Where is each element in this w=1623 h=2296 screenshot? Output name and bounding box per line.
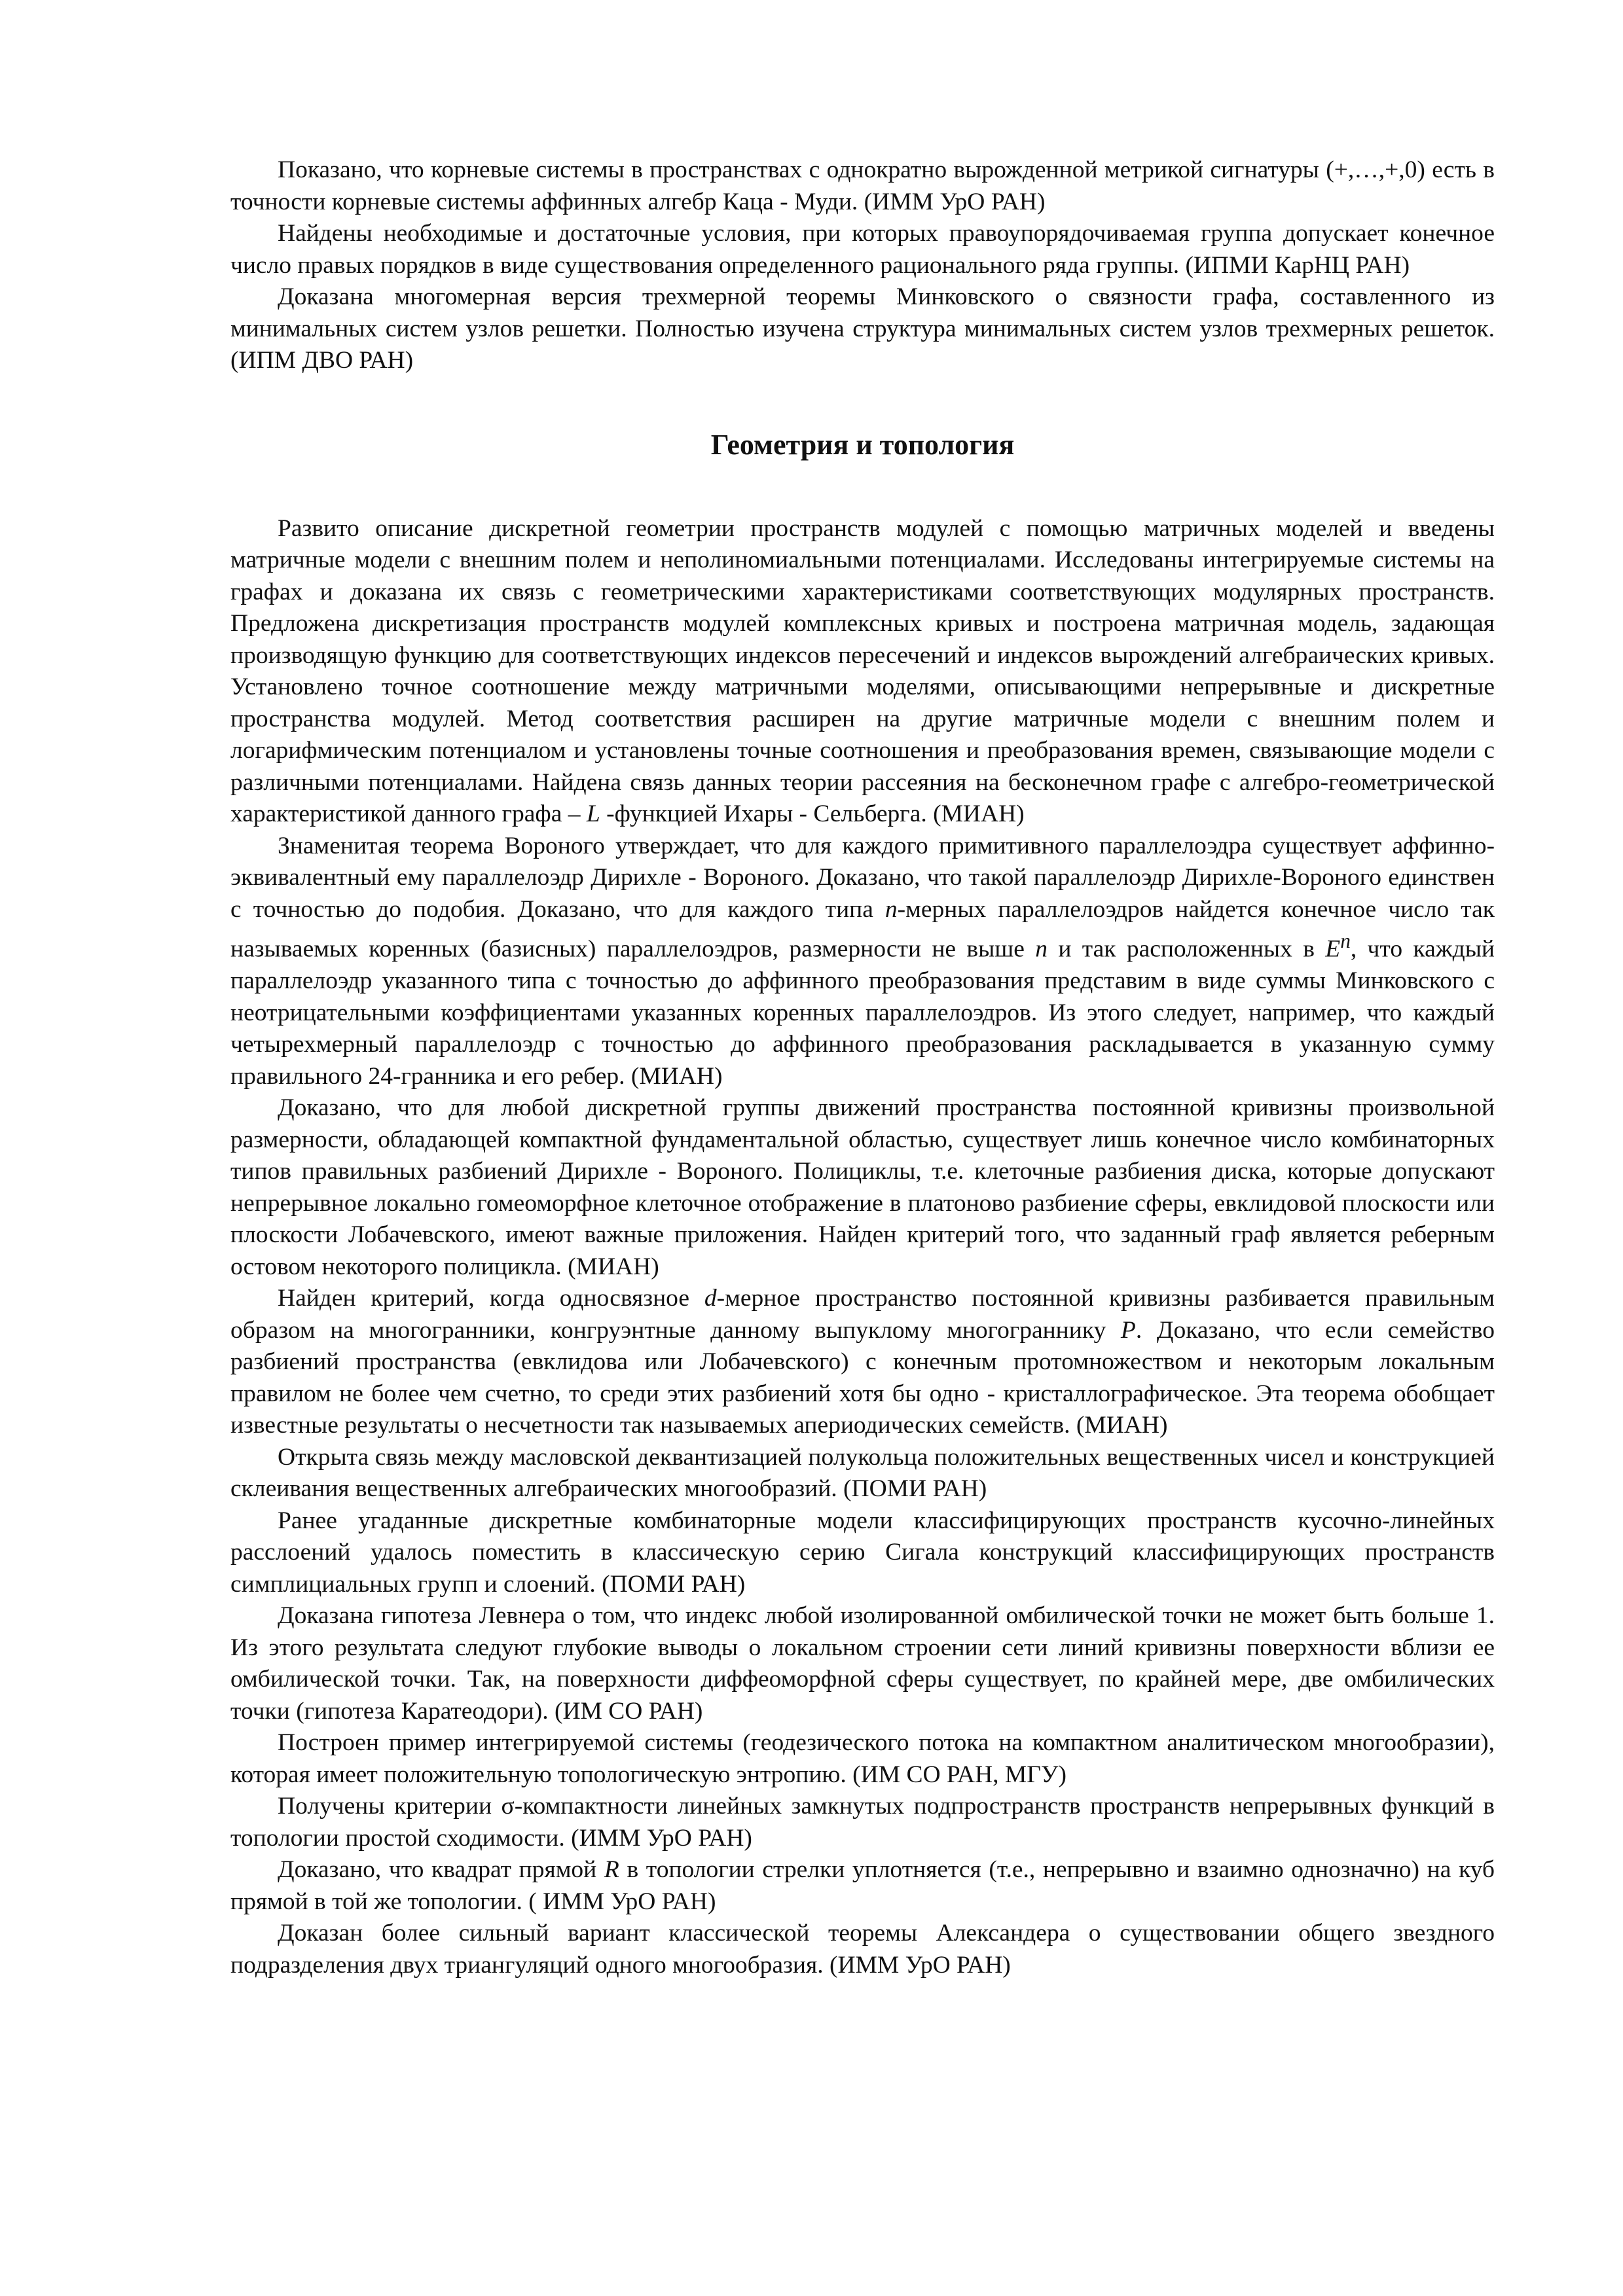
intro-paragraph-3: Доказана многомерная версия трехмерной теоремы Минковского о связности графа, составленного из минимальных систем узлов решетки. Полностью изучена структура минимальных систем узлов трехмерных решеток. (ИПМ ДВО РАН) [230, 283, 1495, 374]
paragraph-voronoi [230, 831, 1495, 1093]
text-run: , что каждый параллелоэдр указанного типа с точностью до аффинного преобразования представим в виде суммы Минковского с неотрицательными коэффициентами указанных коренных параллелоэдров. Из этого следует, например, что каждый четырехмерный параллелоэдр с точностью до аффинного преобразования раскладывается в указанную сумму правильного 24-гранника и его ребер. (МИАН) [230, 935, 1495, 1090]
paragraph-tilings [230, 1283, 1495, 1442]
text-run: -функцией Ихары - Сельберга. (МИАН) [606, 800, 1025, 827]
text-run: в топологии стрелки уплотняется (т.е., непрерывно и взаимно однозначно) на куб прямой в той же топологии. ( ИММ УрО РАН) [230, 1856, 1495, 1915]
math-var-L: L [586, 800, 600, 827]
paragraph-loewner: Доказана гипотеза Левнера о том, что индекс любой изолированной омбилической точки не может быть больше 1. Из этого результата следуют глубокие выводы о локальном строении сети линий кривизны поверхности вблизи ее омбилической точки. Так, на поверхности диффеоморфной сферы существует, по крайней мере, две омбилических точки (гипотеза Каратеодори). (ИМ СО РАН) [230, 1602, 1495, 1725]
paragraph-arrow-topology [230, 1854, 1495, 1918]
paragraph-geodesic-flow: Построен пример интегрируемой системы (геодезического потока на компактном аналитическом многообразии), которая имеет положительную топологическую энтропию. (ИМ СО РАН, МГУ) [230, 1729, 1495, 1788]
paragraph-maslov: Открыта связь между масловской деквантизацией полукольца положительных вещественных чисел и конструкцией склеивания вещественных алгебраических многообразий. (ПОМИ РАН) [230, 1443, 1495, 1502]
math-var-d: d [704, 1285, 717, 1312]
math-var-E: E [1325, 935, 1341, 963]
text-run: Знаменитая теорема Вороного утверждает, что для каждого примитивного параллелоэдра существует аффинно-эквивалентный ему параллелоэдр Дирихле - Вороного. Доказано, что такой параллелоэдр Дирихле-Вороного единствен с точностью до подобия. Доказано, что для каждого типа [230, 832, 1495, 923]
intro-paragraph-1: Показано, что корневые системы в пространствах с однократно вырожденной метрикой сигнатуры (+,…,+,0) есть в точности корневые системы аффинных алгебр Каца - Муди. (ИММ УрО РАН) [230, 156, 1495, 215]
text-run: Доказано, что квадрат прямой [278, 1856, 597, 1883]
text-run: и так расположенных в [1058, 935, 1315, 963]
text-run: . Доказано, что если семейство разбиений пространства (евклидова или Лобачевского) с конечным протомножеством и некоторым локальным правилом не более чем счетно, то среди этих разбиений хотя бы одно - кристаллографическое. Эта теорема обобщает известные результаты о несчетности так называемых апериодических семейств. (МИАН) [230, 1316, 1495, 1439]
math-var-P: P [1120, 1316, 1136, 1344]
paragraph-matrix-models [230, 513, 1495, 831]
document-page [230, 154, 1495, 1981]
intro-paragraph-2: Найдены необходимые и достаточные условия, при которых правоупорядочиваемая группа допускает конечное число правых порядков в виде существования определенного рационального ряда группы. (ИПМИ КарНЦ РАН) [230, 220, 1495, 279]
paragraph-sigma-compact: Получены критерии σ-компактности линейных замкнутых подпространств пространств непрерывных функций в топологии простой сходимости. (ИММ УрО РАН) [230, 1793, 1495, 1852]
math-sup-n: n [1340, 929, 1351, 952]
math-var-R: R [604, 1856, 619, 1883]
paragraph-alexander: Доказан более сильный вариант классической теоремы Александера о существовании общего звездного подразделения двух триангуляций одного многообразия. (ИММ УрО РАН) [230, 1920, 1495, 1979]
text-run: -мерное пространство постоянной кривизны разбивается правильным образом на многогранники, конгруэнтные данному выпуклому многограннику [230, 1285, 1495, 1344]
math-var-n: n [1035, 935, 1048, 963]
paragraph-segal: Ранее угаданные дискретные комбинаторные модели классифицирующих пространств кусочно-линейных расслоений удалось поместить в классическую серию Сигала конструкций классифицирующих пространств симплициальных групп и слоений. (ПОМИ РАН) [230, 1507, 1495, 1598]
text-run: Найден критерий, когда односвязное [278, 1285, 690, 1312]
section-heading: Геометрия и топология [710, 428, 1015, 461]
text-run: -мерных параллелоэдров найдется конечное число так называемых коренных (базисных) параллелоэдров, размерности не выше [230, 895, 1495, 963]
math-var-n: n [884, 895, 898, 923]
text-run: Развито описание дискретной геометрии пространств модулей с помощью матричных моделей и введены матричные модели с внешним полем и неполиномиальными потенциалами. Исследованы интегрируемые системы на графах и доказана их связь с геометрическими характеристиками соответствующих модулярных пространств. Предложена дискретизация пространств модулей комплексных кривых и построена матричная модель, задающая производящую функцию для соответствующих индексов пересечений и индексов вырождений алгебраических кривых. Установлено точное соотношение между матричными моделями, описывающими непрерывные и дискретные пространства модулей. Метод соответствия расширен на другие матричные модели с внешним полем и логарифмическим потенциалом и установлены точные соотношения и преобразования времен, связывающие модели с различными потенциалами. Найдена связь данных теории рассеяния на бесконечном графе с алгебро-геометрической характеристикой данного графа – [230, 514, 1495, 827]
paragraph-dirichlet: Доказано, что для любой дискретной группы движений пространства постоянной кривизны произвольной размерности, обладающей компактной фундаментальной областью, существует лишь конечное число комбинаторных типов правильных разбиений Дирихле - Вороного. Полициклы, т.е. клеточные разбиения диска, которые допускают непрерывное локально гомеоморфное клеточное отображение в платоново разбиение сферы, евклидовой плоскости или плоскости Лобачевского, имеют важные приложения. Найден критерий того, что заданный граф является реберным остовом некоторого полицикла. (МИАН) [230, 1094, 1495, 1280]
